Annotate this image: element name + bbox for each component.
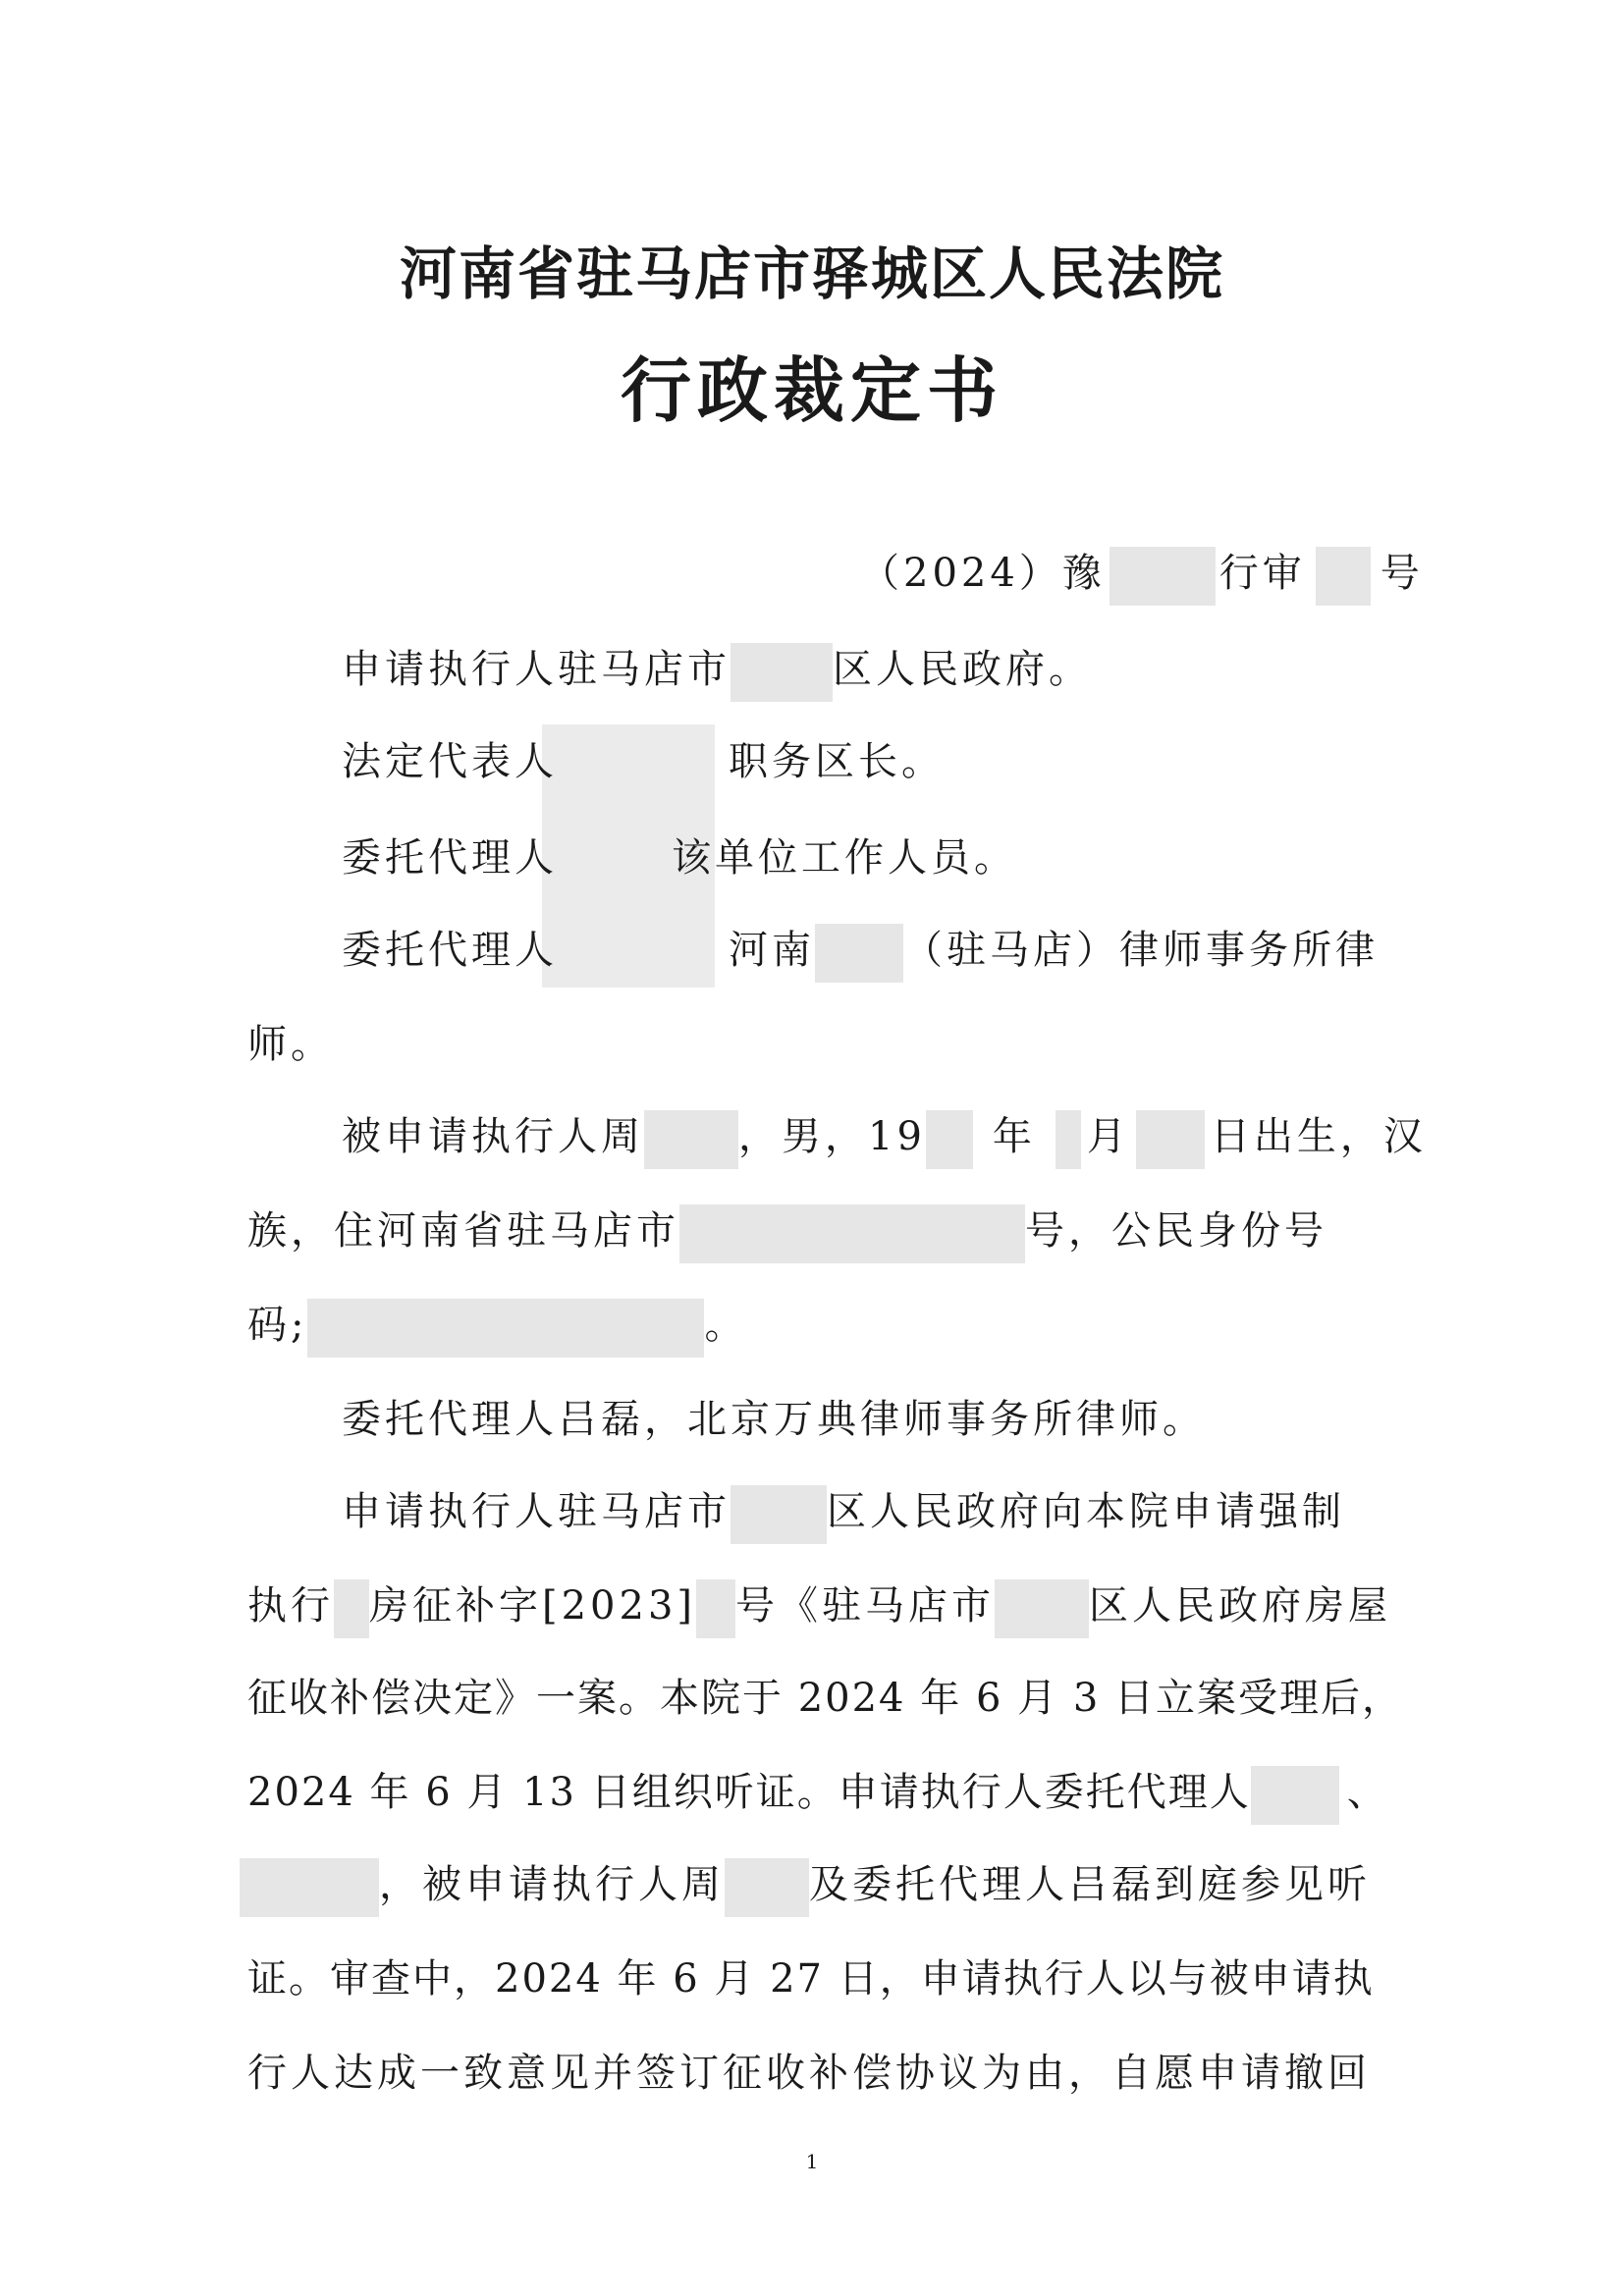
agent-line-2 — [342, 923, 1379, 983]
text-segment: 号，公民身份号 — [1025, 1208, 1327, 1254]
text-segment: 委托代理人 — [342, 928, 558, 973]
redaction-block — [334, 1579, 369, 1638]
respondent-line — [342, 1109, 1427, 1169]
redaction-block — [679, 1204, 1025, 1263]
redaction-block — [240, 1858, 379, 1917]
text-segment: 该单位工作人员。 — [672, 835, 1017, 881]
text-segment: ，被申请执行人周 — [379, 1862, 725, 1907]
text-segment: 执行 — [247, 1583, 334, 1629]
text-segment: 委托代理人吕磊，北京万典律师事务所律师。 — [342, 1397, 1206, 1442]
text-segment: 、 — [1346, 1770, 1388, 1815]
court-name: 河南省驻马店市驿城区人民法院 — [399, 240, 1224, 307]
text-segment: 申请执行人驻马店市 — [342, 1489, 731, 1534]
redaction-block — [1110, 547, 1216, 606]
text-segment: 。 — [704, 1303, 748, 1348]
text-segment: 房征补字[2023] — [369, 1583, 697, 1629]
text-segment: ，男，19 — [738, 1114, 926, 1159]
legal-representative-line — [342, 734, 945, 789]
respondent-address-line — [247, 1203, 1327, 1263]
document-type-title: 行政裁定书 — [620, 349, 1003, 432]
text-segment: 区人民政府。 — [833, 647, 1092, 692]
redaction-block — [731, 1485, 827, 1544]
text-segment: 委托代理人 — [342, 835, 558, 881]
text-segment: 年 — [992, 1114, 1036, 1159]
redaction-block — [926, 1110, 973, 1169]
text-segment: 师。 — [247, 1022, 334, 1067]
text-segment: 日出生，汉 — [1210, 1114, 1427, 1159]
case-number-middle: 行审 — [1218, 551, 1306, 596]
text-segment: 征收补偿决定》一案。本院于 2024 年 6 月 3 日立案受理后， — [247, 1676, 1403, 1721]
body-line-7 — [247, 2046, 1371, 2101]
body-line-6 — [247, 1951, 1375, 2006]
text-segment: 证。审查中，2024 年 6 月 27 日，申请执行人以与被申请执 — [247, 1956, 1375, 2002]
text-segment: 号《驻马店市 — [735, 1583, 996, 1629]
text-segment: 2024 年 6 月 13 日组织听证。申请执行人委托代理人 — [247, 1770, 1251, 1815]
body-line-3 — [247, 1671, 1403, 1726]
redaction-block — [1056, 1110, 1081, 1169]
text-segment: 法定代表人 — [342, 739, 558, 784]
text-segment: 行人达成一致意见并签订征收补偿协议为由，自愿申请撤回 — [247, 2051, 1371, 2096]
case-number — [860, 546, 1424, 606]
page-number: 1 — [805, 2150, 819, 2173]
respondent-agent-line — [342, 1392, 1206, 1447]
text-segment: 申请执行人驻马店市 — [342, 647, 731, 692]
respondent-id-line — [247, 1298, 747, 1358]
text-segment: 区人民政府向本院申请强制 — [827, 1489, 1345, 1534]
text-segment: 河南 — [729, 928, 815, 973]
redaction-block — [1251, 1766, 1339, 1825]
redaction-block — [815, 924, 903, 983]
redaction-block — [644, 1110, 738, 1169]
redaction-block — [725, 1858, 809, 1917]
redaction-block — [1316, 547, 1371, 606]
case-number-suffix: 号 — [1380, 551, 1424, 596]
text-segment: （驻马店）律师事务所律 — [903, 928, 1379, 973]
agent-line-2-cont — [247, 1017, 334, 1072]
redaction-block — [1136, 1110, 1205, 1169]
text-segment: 族，住河南省驻马店市 — [247, 1208, 679, 1254]
text-segment: 被申请执行人周 — [342, 1114, 644, 1159]
body-line-4 — [247, 1765, 1388, 1825]
body-line-2 — [247, 1578, 1391, 1638]
body-line-1 — [342, 1484, 1345, 1544]
applicant-line — [342, 642, 1092, 702]
body-line-5 — [240, 1857, 1371, 1917]
redaction-block — [307, 1299, 704, 1358]
text-segment: 职务区长。 — [729, 739, 945, 784]
text-segment: 月 — [1086, 1114, 1130, 1159]
case-number-prefix: （2024）豫 — [860, 551, 1106, 596]
text-segment: 区人民政府房屋 — [1089, 1583, 1392, 1629]
redaction-block — [696, 1579, 735, 1638]
redaction-block — [731, 643, 833, 702]
agent-line-1 — [342, 830, 1017, 885]
redaction-block — [995, 1579, 1089, 1638]
text-segment: 及委托代理人吕磊到庭参见听 — [809, 1862, 1371, 1907]
text-segment: 码; — [247, 1303, 308, 1348]
